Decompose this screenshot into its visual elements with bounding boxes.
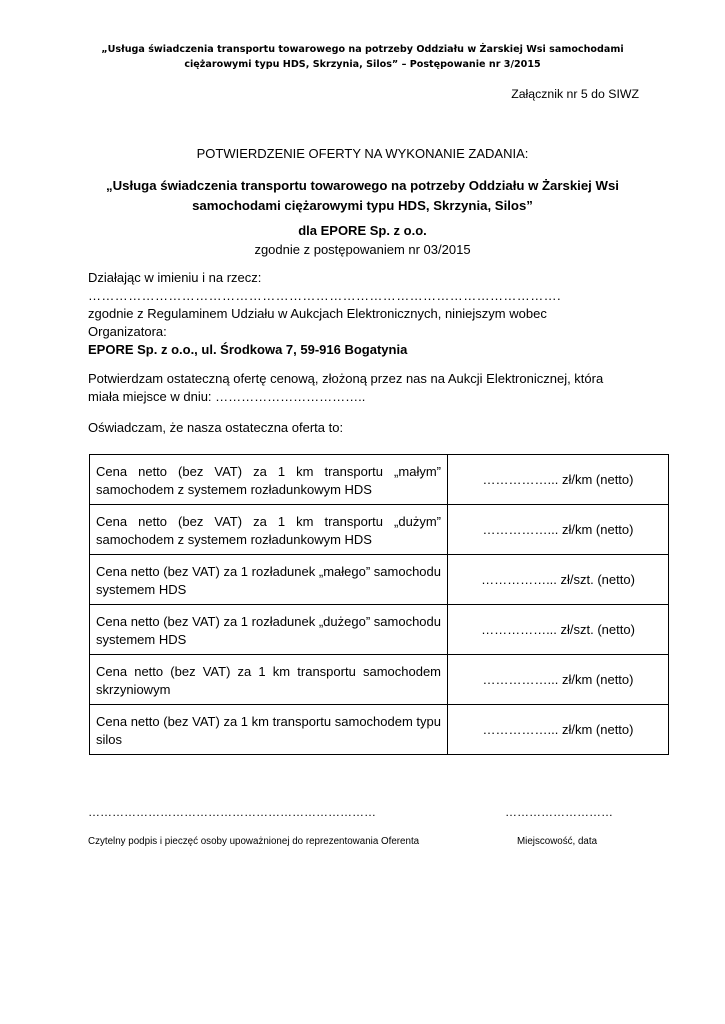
table-row — [90, 455, 669, 505]
row-description: Cena netto (bez VAT) za 1 km transportu „dużym” samochodem z systemem rozładunkowym HDS — [90, 505, 448, 555]
table-row — [90, 505, 669, 555]
place-date-label: Miejscowość, data — [517, 836, 598, 847]
organizer-address: EPORE Sp. z o.o., ul. Środkowa 7, 59-916 Bogatynia — [88, 342, 408, 357]
table-row — [90, 605, 669, 655]
acting-on-behalf-label: Działając w imieniu i na rzecz: — [88, 270, 262, 285]
signature-label: Czytelny podpis i pieczęć osoby upoważnionej do reprezentowania Oferenta — [88, 836, 420, 847]
row-price-blank: ……………... zł/szt. (netto) — [448, 555, 669, 605]
row-description: Cena netto (bez VAT) za 1 km transportu „małym” samochodem z systemem rozładunkowym HDS — [90, 455, 448, 505]
table-row — [90, 705, 669, 755]
table-row — [90, 655, 669, 705]
header-line-2: ciężarowymi typu HDS, Skrzynia, Silos” – Postępowanie nr 3/2015 — [184, 59, 541, 70]
bidder-name-blank: ……………………………………………………………………………………………. — [88, 288, 562, 303]
confirmation-line-2: miała miejsce w dniu: …………………………….. — [88, 389, 366, 404]
subject-line-2: samochodami ciężarowymi typu HDS, Skrzynia, Silos” — [192, 198, 533, 213]
row-price-blank: ……………... zł/km (netto) — [448, 455, 669, 505]
subject-title — [80, 176, 645, 216]
offer-table — [89, 454, 669, 755]
row-price-blank: ……………... zł/km (netto) — [448, 655, 669, 705]
regulation-line-2: Organizatora: — [88, 324, 167, 339]
row-description: Cena netto (bez VAT) za 1 km transportu samochodem typu silos — [90, 705, 448, 755]
procedure-line: zgodnie z postępowaniem nr 03/2015 — [254, 242, 471, 257]
subject-line-1: „Usługa świadczenia transportu towarowego na potrzeby Oddziału w Żarskiej Wsi — [106, 178, 619, 193]
place-date-blank: ……………………… — [505, 805, 613, 819]
regulation-text — [88, 305, 643, 341]
row-description: Cena netto (bez VAT) za 1 km transportu samochodem skrzyniowym — [90, 655, 448, 705]
annex-label: Załącznik nr 5 do SIWZ — [511, 87, 639, 101]
confirmation-line-1: Potwierdzam ostateczną ofertę cenową, złożoną przez nas na Aukcji Elektronicznej, która — [88, 371, 604, 386]
row-price-blank: ……………... zł/km (netto) — [448, 505, 669, 555]
row-price-blank: ……………... zł/szt. (netto) — [448, 605, 669, 655]
row-description: Cena netto (bez VAT) za 1 rozładunek „małego” samochodu systemem HDS — [90, 555, 448, 605]
declaration-text: Oświadczam, że nasza ostateczna oferta to: — [88, 420, 344, 435]
document-header — [80, 42, 645, 72]
row-price-blank: ……………... zł/km (netto) — [448, 705, 669, 755]
row-description: Cena netto (bez VAT) za 1 rozładunek „dużego” samochodu systemem HDS — [90, 605, 448, 655]
header-line-1: „Usługa świadczenia transportu towarowego na potrzeby Oddziału w Żarskiej Wsi samochodami — [101, 44, 624, 55]
table-row — [90, 555, 669, 605]
regulation-line-1: zgodnie z Regulaminem Udziału w Aukcjach Elektronicznych, niniejszym wobec — [88, 306, 547, 321]
document-title: POTWIERDZENIE OFERTY NA WYKONANIE ZADANIA: — [196, 146, 529, 161]
confirmation-text — [88, 370, 643, 406]
signature-blank: ……………………………………………………………… — [88, 805, 376, 819]
company-line: dla EPORE Sp. z o.o. — [298, 223, 427, 238]
